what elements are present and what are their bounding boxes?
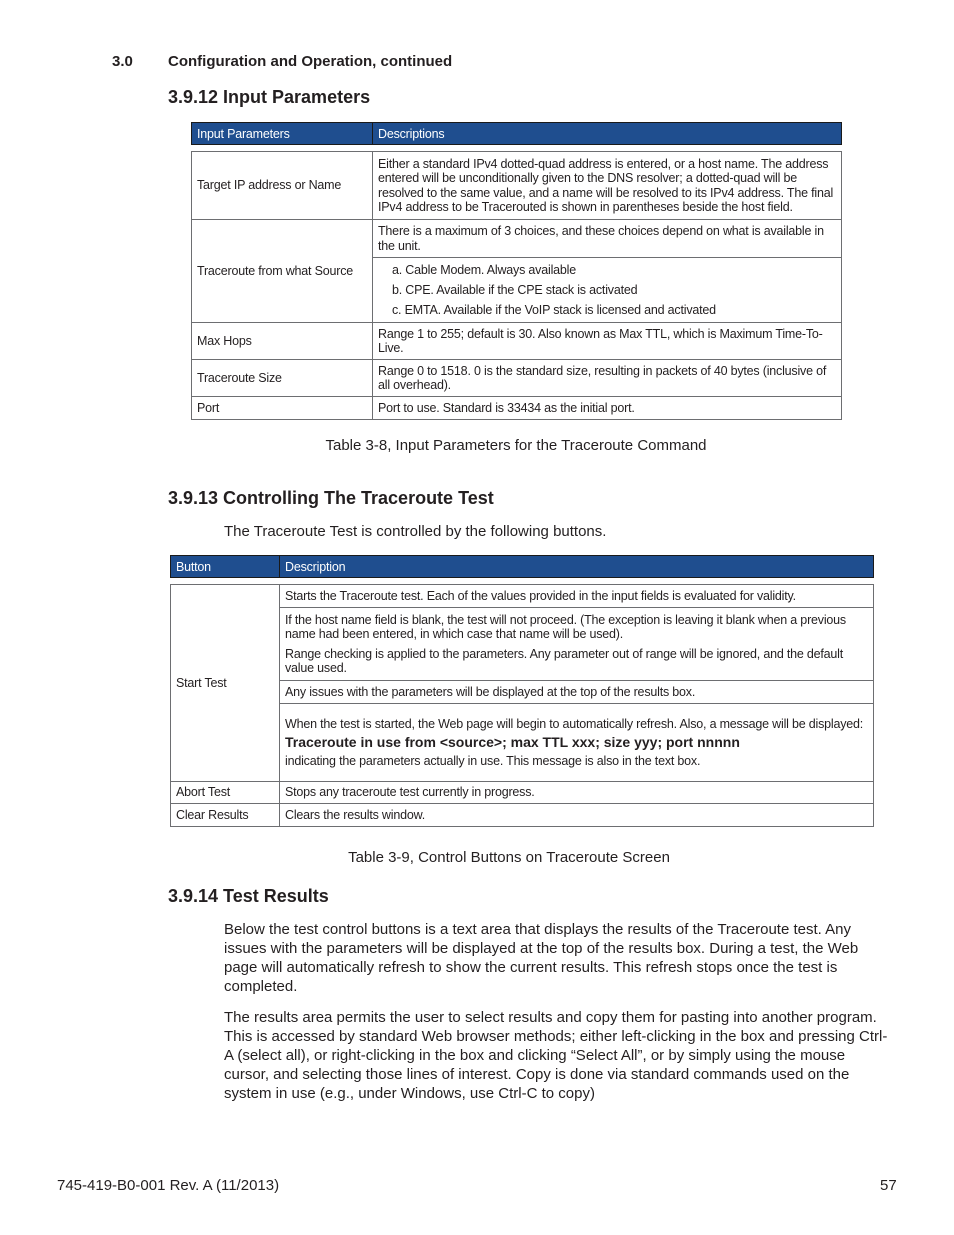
column-header: Button [171,556,280,578]
param-description: Port to use. Standard is 33434 as the initial port. [373,397,842,420]
param-options [373,258,842,323]
button-description [280,704,874,782]
description-paragraph: When the test is started, the Web page will begin to automatically refresh. Also, a message will be displayed: [285,716,864,731]
header-section-title: Configuration and Operation, continued [168,53,453,70]
param-name: Max Hops [192,323,373,360]
param-description: There is a maximum of 3 choices, and these choices depend on what is available in the unit. [373,220,842,258]
paragraph: The results area permits the user to select results and copy them for pasting into another program. This is accessed by standard Web browser methods; either left-clicking in the box and pressing Ctrl-A (select all), or right-clicking in the box and clicking “Select All”, or by simply using the mouse cursor, and selecting those lines of interest. Copy is done via standard commands used on the system in use (e.g., under Windows, use Ctrl-C to copy) [224,1009,888,1102]
button-description [280,608,874,681]
table-row [192,323,842,360]
footer-document-id: 745-419-B0-001 Rev. A (11/2013) [57,1177,280,1194]
button-name: Clear Results [171,804,280,827]
table-row [192,220,842,258]
table-row [192,397,842,420]
param-name: Target IP address or Name [192,152,373,220]
control-buttons-table [170,584,874,827]
source-option: a. Cable Modem. Always available [392,263,576,277]
description-paragraph: If the host name field is blank, the test will not proceed. (The exception is leaving it blank when a previous name had been entered, in which case that name will be used). [285,612,846,641]
header-section-number: 3.0 [112,53,133,70]
button-name: Abort Test [171,782,280,804]
table-caption: Table 3-8, Input Parameters for the Traceroute Command [325,437,707,454]
param-name: Port [192,397,373,420]
paragraph: Below the test control buttons is a text area that displays the results of the Traceroute test. Any issues with the parameters will be displayed at the top of the results box. During a test, the Web page will automatically refresh to show the current results. This refresh stops once the test is completed. [224,921,859,995]
input-params-table-header [191,122,842,145]
table-row [171,585,874,608]
param-description: Range 1 to 255; default is 30. Also known as Max TTL, which is Maximum Time-To-Live. [373,323,842,360]
table-row [171,804,874,827]
description-paragraph: indicating the parameters actually in use. This message is also in the text box. [285,753,701,768]
table-row [192,152,842,220]
table-caption: Table 3-9, Control Buttons on Traceroute Screen [348,849,670,866]
body-text [224,920,888,1115]
column-header: Input Parameters [192,123,373,145]
section-title-controlling-test: 3.9.13 Controlling The Traceroute Test [168,488,494,508]
table-row [192,360,842,397]
button-description: Any issues with the parameters will be displayed at the top of the results box. [280,681,874,704]
button-description: Starts the Traceroute test. Each of the values provided in the input fields is evaluated for validity. [280,585,874,608]
table-row [171,782,874,804]
param-description: Range 0 to 1518. 0 is the standard size, resulting in packets of 40 bytes (inclusive of all overhead). [373,360,842,397]
source-option: c. EMTA. Available if the VoIP stack is licensed and activated [392,303,716,317]
section-intro: The Traceroute Test is controlled by the following buttons. [224,523,607,540]
button-description: Clears the results window. [280,804,874,827]
input-params-table [191,151,842,420]
control-buttons-table-header [170,555,874,578]
param-name: Traceroute Size [192,360,373,397]
description-paragraph: Range checking is applied to the parameters. Any parameter out of range will be ignored, and the default value used. [285,646,844,675]
source-option: b. CPE. Available if the CPE stack is activated [392,283,638,297]
section-title-test-results: 3.9.14 Test Results [168,886,329,906]
footer-page-number: 57 [880,1177,897,1194]
button-description: Stops any traceroute test currently in progress. [280,782,874,804]
param-description: Either a standard IPv4 dotted-quad address is entered, or a host name. The address entered will be unconditionally given to the DNS resolver; a dotted-quad will be resolved to the same value, and a name will be resolved to its IPv4 address. The final IPv4 address to be Tracerouted is shown in parentheses beside the host field. [373,152,842,220]
column-header: Descriptions [373,123,842,145]
status-message-example: Traceroute in use from <source>; max TTL xxx; size yyy; port nnnnn [285,734,740,751]
section-title-input-parameters: 3.9.12 Input Parameters [168,87,371,107]
button-name: Start Test [171,585,280,782]
param-name: Traceroute from what Source [192,220,373,323]
column-header: Description [280,556,874,578]
